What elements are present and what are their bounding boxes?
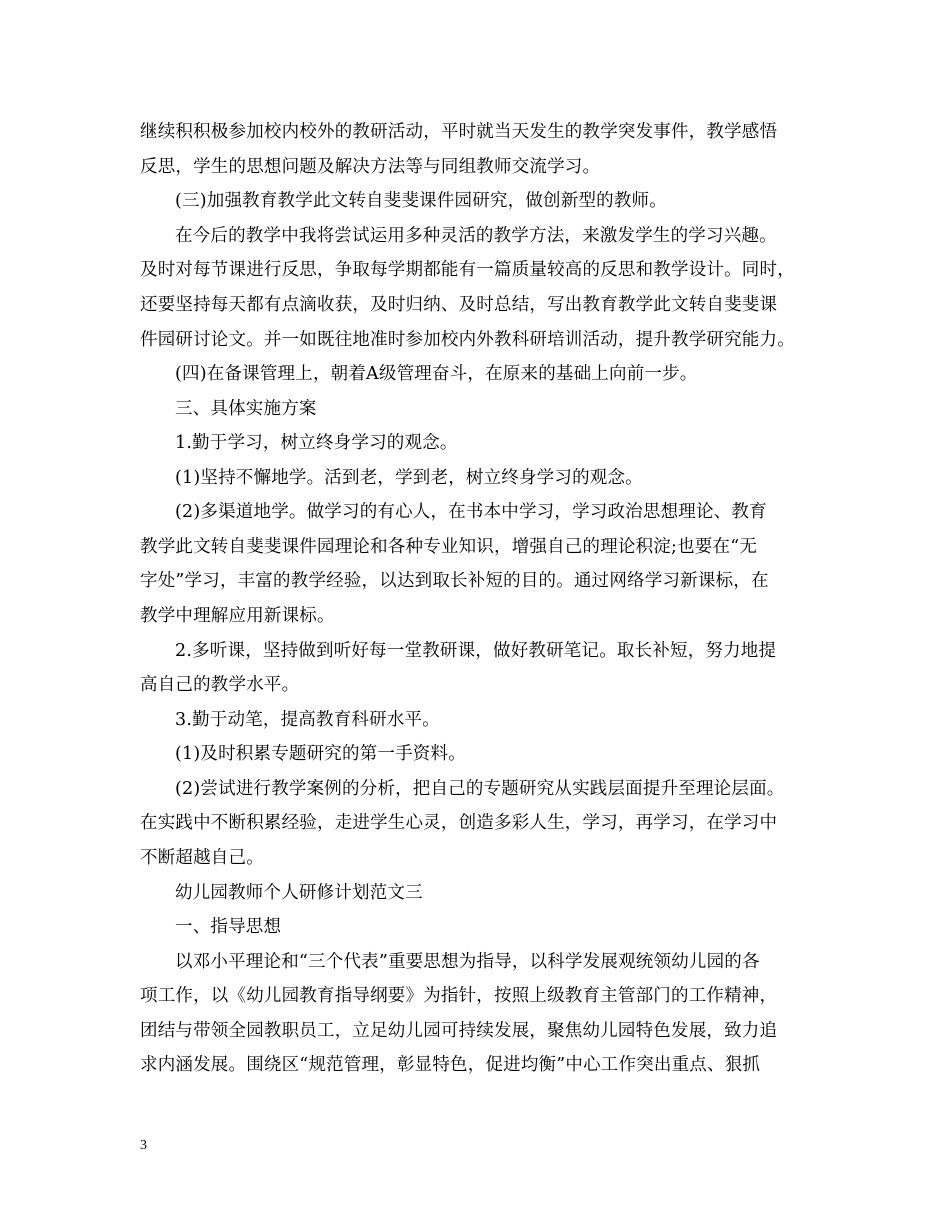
text-line: 高自己的教学水平。 — [140, 675, 300, 695]
text-line: 1.勤于学习，树立终身学习的观念。 — [175, 433, 458, 453]
text-line: (四)在备课管理上，朝着A级管理奋斗，在原来的基础上向前一步。 — [175, 364, 698, 384]
text-line: 反思，学生的思想问题及解决方法等与同组教师交流学习。 — [140, 157, 601, 177]
section-heading: 一、指导思想 — [175, 917, 282, 937]
text-line: 字处”学习，丰富的教学经验，以达到取长补短的目的。通过网络学习新课标，在 — [140, 571, 769, 591]
text-line: (2)多渠道地学。做学习的有心人，在书本中学习，学习政治思想理论、教育 — [175, 502, 767, 522]
text-line: 项工作，以《幼儿园教育指导纲要》为指针，按照上级教育主管部门的工作精神， — [140, 986, 778, 1006]
text-line: 以邓小平理论和“三个代表”重要思想为指导，以科学发展观统领幼儿园的各 — [175, 952, 760, 972]
text-line: 继续积积极参加校内校外的教研活动，平时就当天发生的教学突发事件，教学感悟 — [140, 122, 778, 142]
text-line: 还要坚持每天都有点滴收获，及时归纳、及时总结，写出教育教学此文转自斐斐课 — [140, 295, 778, 315]
text-line: 3.勤于动笔，提高教育科研水平。 — [175, 710, 440, 730]
text-line: (三)加强教育教学此文转自斐斐课件园研究，做创新型的教师。 — [175, 191, 667, 211]
text-line: 在实践中不断积累经验，走进学生心灵，创造多彩人生，学习，再学习，在学习中 — [140, 813, 778, 833]
text-line: 团结与带领全园教职员工，立足幼儿园可持续发展，聚焦幼儿园特色发展，致力追 — [140, 1021, 778, 1041]
text-line: 在今后的教学中我将尝试运用多种灵活的教学方法，来激发学生的学习兴趣。 — [175, 226, 777, 246]
text-line: (2)尝试进行教学案例的分析，把自己的专题研究从实践层面提升至理论层面。 — [175, 779, 785, 799]
text-line: 及时对每节课进行反思，争取每学期都能有一篇质量较高的反思和教学设计。同时， — [140, 260, 795, 280]
text-line: 2.多听课，坚持做到听好每一堂教研课，做好教研笔记。取长补短，努力地提 — [175, 641, 777, 661]
text-line: (1)坚持不懈地学。活到老，学到老，树立终身学习的观念。 — [175, 468, 643, 488]
text-line: (1)及时积累专题研究的第一手资料。 — [175, 744, 466, 764]
text-line: 求内涵发展。围绕区“规范管理，彰显特色，促进均衡”中心工作突出重点、狠抓 — [140, 1055, 761, 1075]
section-heading: 幼儿园教师个人研修计划范文三 — [175, 883, 423, 903]
section-heading: 三、具体实施方案 — [175, 399, 317, 419]
text-line: 件园研讨论文。并一如既往地准时参加校内外教科研培训活动，提升教学研究能力。 — [140, 330, 795, 350]
text-line: 教学中理解应用新课标。 — [140, 606, 335, 626]
text-line: 不断超越自己。 — [140, 848, 264, 868]
text-line: 教学此文转自斐斐课件园理论和各种专业知识，增强自己的理论积淀;也要在“无 — [140, 537, 758, 557]
page-number: 3 — [140, 1138, 147, 1153]
